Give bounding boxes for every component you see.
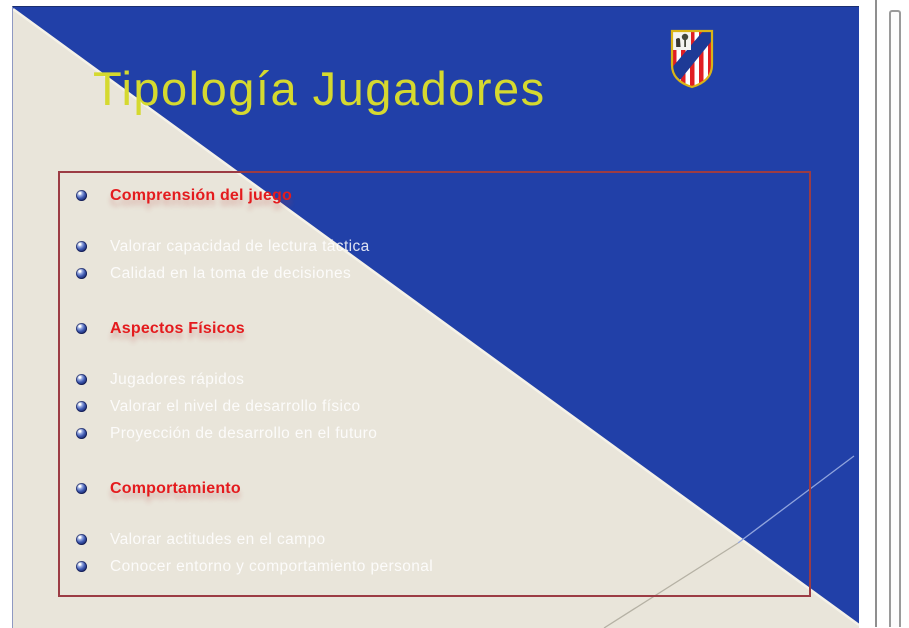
content-box <box>58 171 811 597</box>
bullet-item-text: Conocer entorno y comportamiento personal <box>110 557 434 575</box>
bullet-item-text: Jugadores rápidos <box>110 370 245 388</box>
bullet-item <box>60 260 809 287</box>
bullet-item <box>60 233 809 260</box>
bullet-item-text: Valorar actitudes en el campo <box>110 530 326 548</box>
sphere-bullet-icon <box>76 401 87 412</box>
section-heading <box>60 182 809 209</box>
sphere-bullet-icon <box>76 374 87 385</box>
section-heading-text: Comportamiento <box>110 479 241 497</box>
presentation-slide <box>12 6 859 628</box>
panel-divider <box>875 0 877 627</box>
section-heading <box>60 475 809 502</box>
bullet-item <box>60 366 809 393</box>
atletico-madrid-crest-icon <box>668 27 716 91</box>
bullet-item-text: Proyección de desarrollo en el futuro <box>110 424 378 442</box>
slide-title: Tipología Jugadores <box>93 62 546 115</box>
section-heading-text: Aspectos Físicos <box>110 319 245 337</box>
sphere-bullet-icon <box>76 268 87 279</box>
bullet-item <box>60 526 809 553</box>
bullet-item-text: Calidad en la toma de decisiones <box>110 264 352 282</box>
bullet-item <box>60 420 809 447</box>
sphere-bullet-icon <box>76 483 87 494</box>
sphere-bullet-icon <box>76 561 87 572</box>
bullet-item-text: Valorar el nivel de desarrollo físico <box>110 397 361 415</box>
bullet-item-text: Valorar capacidad de lectura táctica <box>110 237 370 255</box>
sphere-bullet-icon <box>76 428 87 439</box>
section-heading-text: Comprensión del juego <box>110 186 292 204</box>
section-heading <box>60 315 809 342</box>
sphere-bullet-icon <box>76 323 87 334</box>
sphere-bullet-icon <box>76 190 87 201</box>
scrollbar-track[interactable] <box>889 10 901 627</box>
bullet-item <box>60 393 809 420</box>
sphere-bullet-icon <box>76 241 87 252</box>
bullet-item <box>60 553 809 580</box>
sphere-bullet-icon <box>76 534 87 545</box>
